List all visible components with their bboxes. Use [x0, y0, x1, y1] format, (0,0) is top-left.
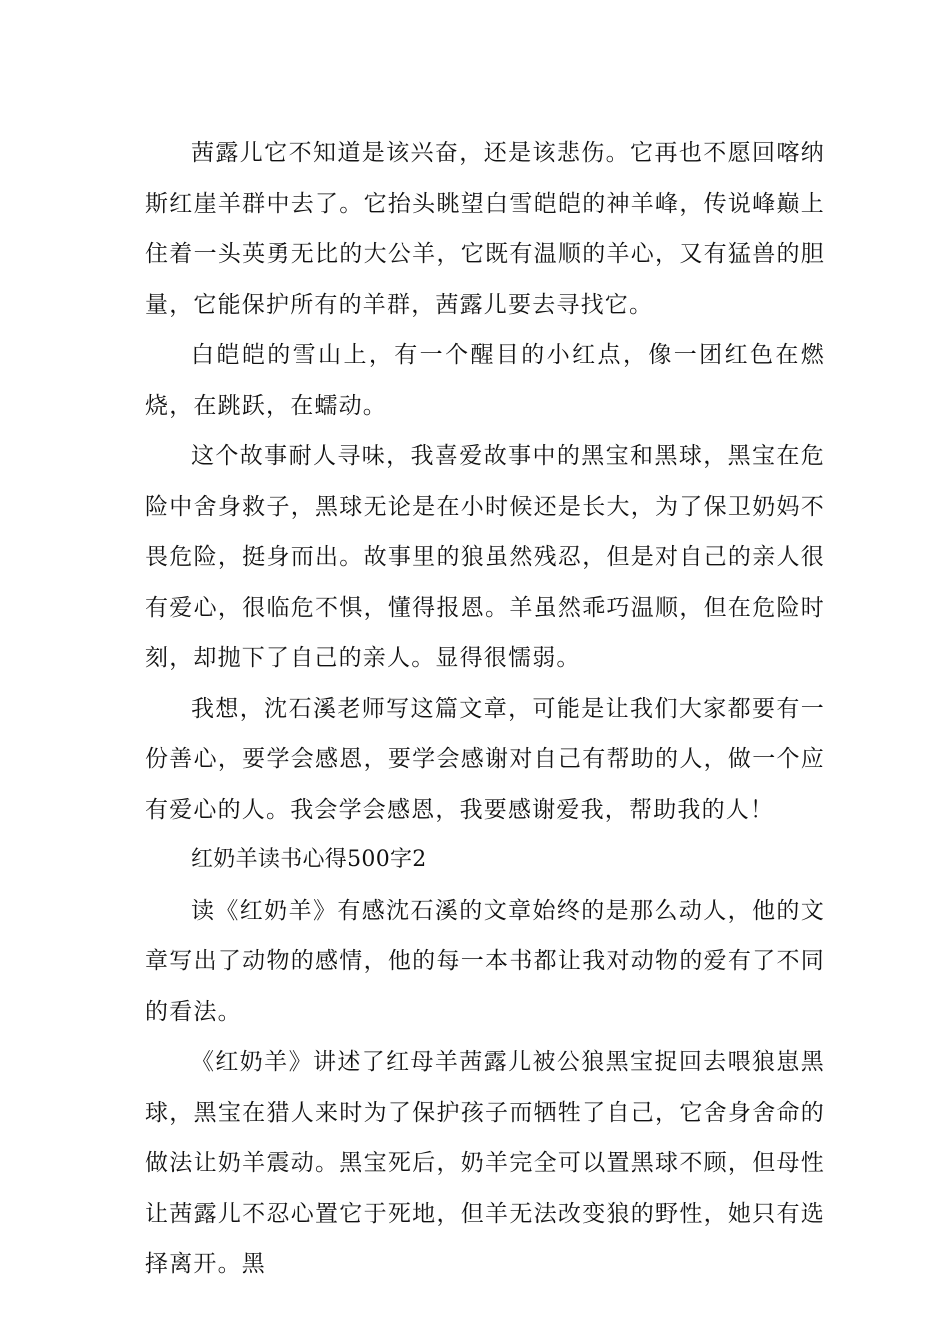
paragraph: 这个故事耐人寻味，我喜爱故事中的黑宝和黑球，黑宝在危险中舍身救子，黑球无论是在小时候还是长大，为了保卫奶妈不畏危险，挺身而出。故事里的狼虽然残忍，但是对自己的亲人很有爱心，很临危不惧，懂得报恩。羊虽然乖巧温顺，但在危险时刻，却抛下了自己的亲人。显得很懦弱。	[145, 443, 825, 671]
document-body	[145, 128, 825, 1290]
paragraph: 《红奶羊》讲述了红母羊茜露儿被公狼黑宝捉回去喂狼崽黑球，黑宝在猎人来时为了保护孩子而牺牲了自己，它舍身舍命的做法让奶羊震动。黑宝死后，奶羊完全可以置黑球不顾，但母性让茜露儿不忍心置它于死地，但羊无法改变狼的野性，她只有选择离开。黑	[145, 1049, 825, 1277]
paragraph: 茜露儿它不知道是该兴奋，还是该悲伤。它再也不愿回喀纳斯红崖羊群中去了。它抬头眺望白雪皑皑的神羊峰，传说峰巅上住着一头英勇无比的大公羊，它既有温顺的羊心，又有猛兽的胆量，它能保护所有的羊群，茜露儿要去寻找它。	[145, 140, 825, 318]
paragraph: 白皑皑的雪山上，有一个醒目的小红点，像一团红色在燃烧，在跳跃，在蠕动。	[145, 342, 825, 419]
paragraph: 读《红奶羊》有感沈石溪的文章始终的是那么动人，他的文章写出了动物的感情，他的每一本书都让我对动物的爱有了不同的看法。	[145, 897, 825, 1025]
paragraph: 我想，沈石溪老师写这篇文章，可能是让我们大家都要有一份善心，要学会感恩，要学会感谢对自己有帮助的人，做一个应有爱心的人。我会学会感恩，我要感谢爱我，帮助我的人！	[145, 695, 825, 823]
section-heading: 红奶羊读书心得500字2	[191, 847, 427, 872]
